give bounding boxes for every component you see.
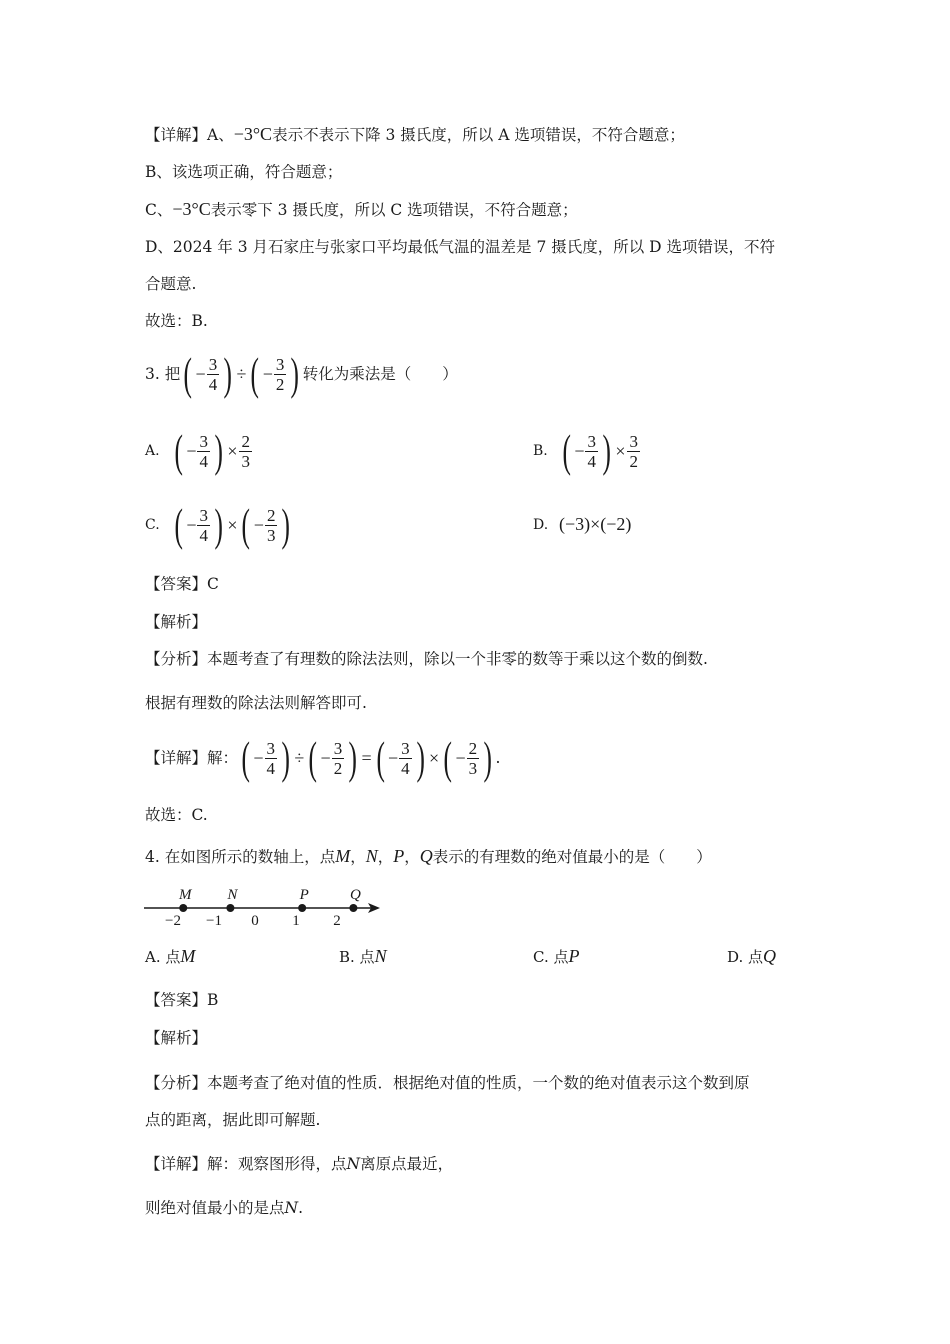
- q4-fenxi-2: 点的距离，据此即可解题.: [145, 1111, 321, 1129]
- math-temperature: −3°C: [172, 199, 211, 219]
- point-label-q: Q: [349, 887, 361, 903]
- q2-detail-d-1: D、2024 年 3 月石家庄与张家口平均最低气温的温差是 7 摄氏度，所以 D 选项错误，不符: [145, 238, 776, 256]
- q3-option-d: D. (−3)×(−2): [533, 514, 632, 534]
- q4-analysis-label: 【解析】: [145, 1029, 208, 1047]
- q3-option-b: B. ( − $\frac{3}{4}$ ) × $\frac{3}{2}$: [533, 425, 638, 476]
- q3-answer: 【答案】C: [145, 575, 219, 593]
- q3-detail: 【详解】解： ( − $\frac{3}{4}$ ) ÷ ( − $\frac{3}{2}$ ) = ( − $\frac{3}{4}$ ) × ( − $\frac{2}{3}$ ) .: [145, 732, 501, 783]
- point-m: [179, 904, 187, 912]
- q4-option-a: A. 点M: [145, 946, 196, 966]
- point-q: [349, 904, 357, 912]
- q4-option-c: C. 点P: [533, 946, 580, 966]
- q2-detail-c: C、−3°C表示零下 3 摄氏度，所以 C 选项错误，不符合题意；: [145, 199, 578, 219]
- q3-fenxi: 【分析】本题考查了有理数的除法法则，除以一个非零的数等于乘以这个数的倒数.: [145, 650, 708, 668]
- q3-stem-expression: ( − $\frac{3}{4}$ ) ÷ ( − $\frac{3}{2}$ ): [183, 348, 300, 399]
- q4-answer: 【答案】B: [145, 991, 219, 1009]
- point-p: [298, 904, 306, 912]
- axis-tick-label: 0: [251, 913, 259, 928]
- q4-fenxi-1: 【分析】本题考查了绝对值的性质．根据绝对值的性质，一个数的绝对值表示这个数到原: [145, 1074, 750, 1092]
- q3-stem: 3. 把 ( − $\frac{3}{4}$ ) ÷ ( − $\frac{3}{2}$ ) 转化为乘法是（ ）: [145, 348, 458, 399]
- q4-option-d: D. 点Q: [727, 946, 777, 966]
- q3-detail-expression: ( − $\frac{3}{4}$ ) ÷ ( − $\frac{3}{2}$ ) = ( − $\frac{3}{4}$ ) × ( − $\frac{2}{3}$ ): [241, 732, 493, 783]
- q3-option-c: C. ( − $\frac{3}{4}$ ) × ( − $\frac{2}{3}$ ): [145, 499, 291, 550]
- point-label-n: N: [227, 887, 238, 903]
- q4-conclusion: 则绝对值最小的是点N.: [145, 1199, 304, 1217]
- point-n: [226, 904, 234, 912]
- math-temperature: −3°C: [233, 124, 273, 144]
- q4-stem: 4. 在如图所示的数轴上，点M，N，P，Q表示的有理数的绝对值最小的是（ ）: [145, 846, 712, 866]
- axis-tick-label: 1: [292, 913, 300, 928]
- q4-option-b: B. 点N: [339, 946, 387, 966]
- axis-tick-label: −1: [206, 913, 222, 928]
- q3-final: 故选：C.: [145, 806, 208, 824]
- q3-analysis-label: 【解析】: [145, 613, 208, 631]
- q4-detail: 【详解】解：观察图形得，点N离原点最近，: [145, 1155, 454, 1173]
- q2-detail-b: B、该选项正确，符合题意；: [145, 163, 343, 181]
- axis-tick-label: −2: [165, 913, 181, 928]
- q2-detail-d-2: 合题意.: [145, 275, 197, 293]
- q3-genju: 根据有理数的除法法则解答即可.: [145, 694, 367, 712]
- number-line-figure: [140, 878, 390, 928]
- q2-answer: 故选：B.: [145, 312, 208, 330]
- axis-tick-label: 2: [333, 913, 341, 928]
- point-label-m: M: [179, 887, 192, 903]
- point-label-p: P: [299, 887, 309, 903]
- q2-detail-a: 【详解】A、−3°C表示不表示下降 3 摄氏度，所以 A 选项错误，不符合题意；: [145, 124, 685, 144]
- q3-option-a: A. ( − $\frac{3}{4}$ ) × $\frac{2}{3}$: [145, 425, 250, 476]
